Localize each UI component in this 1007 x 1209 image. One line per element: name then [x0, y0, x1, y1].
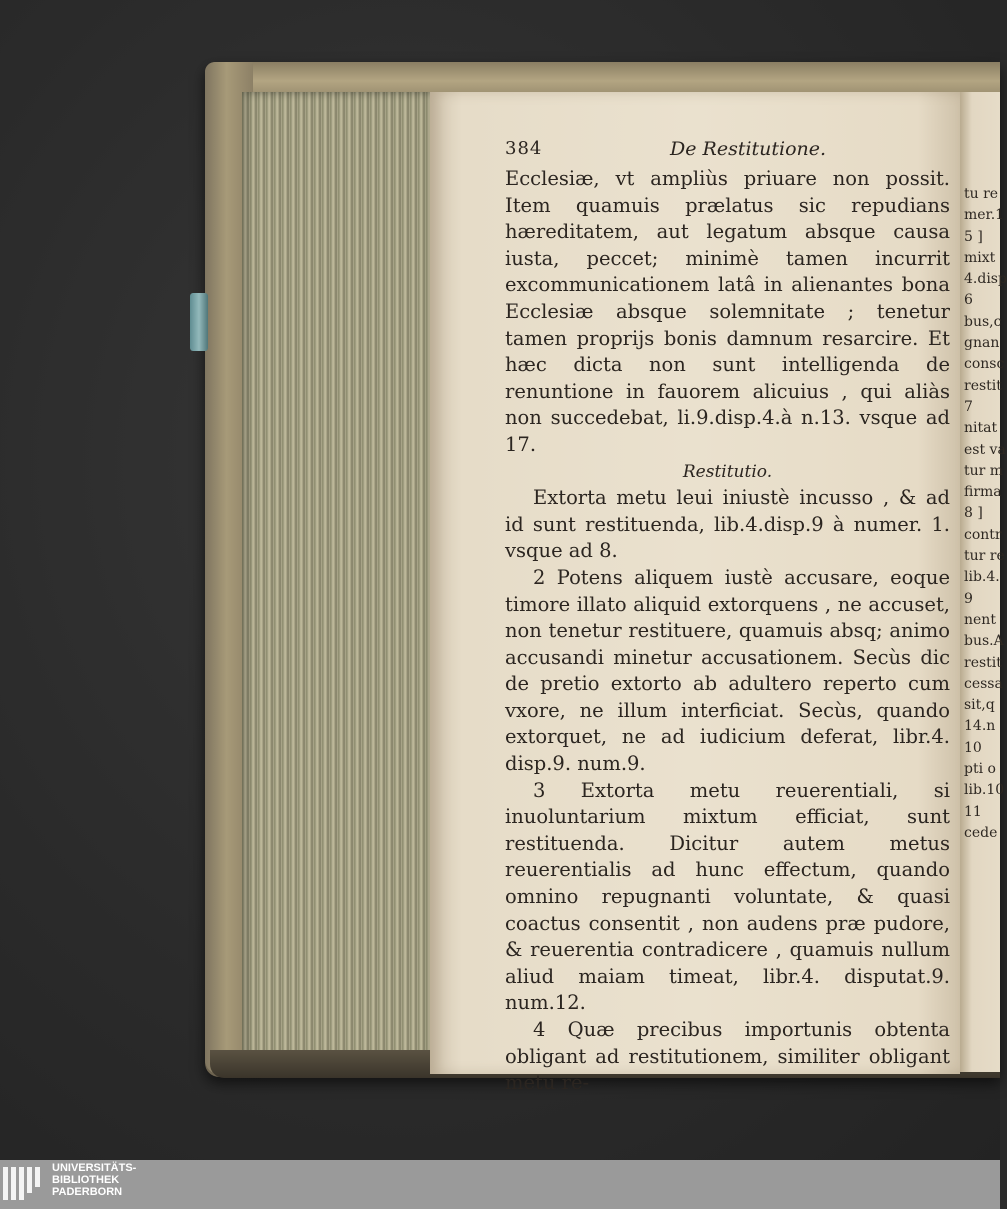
library-name-line-3: PADERBORN [52, 1186, 123, 1198]
facing-margin-line: consc [964, 356, 1005, 373]
facing-margin-line: 4.disp [964, 271, 1007, 288]
paragraph-5: 4 Quæ precibus importunis obtenta obligant ad restitutionem, similiter obligant metu re- [505, 1018, 950, 1095]
paragraph-2: Extorta metu leui iniustè incusso , & ad id sunt restituenda, lib.4.disp.9 à numer. 1. vsque ad 8. [505, 486, 950, 563]
facing-margin-line: tur re [964, 548, 1005, 565]
library-logo-icon [3, 1167, 47, 1200]
page-number: 384 [505, 138, 543, 159]
facing-margin-line: tur m [964, 462, 1004, 479]
facing-margin-line: 14.n [964, 718, 996, 735]
facing-margin-line: 7 [964, 398, 973, 415]
page-text [505, 136, 950, 1097]
facing-margin-line: cede [964, 824, 998, 841]
facing-margin-line: gnan [964, 335, 1000, 352]
facing-margin-line: bus,c [964, 313, 1002, 330]
facing-margin-line: lib.4. [964, 569, 1000, 586]
library-name [52, 1162, 136, 1198]
facing-margin-line: sit,q [964, 697, 995, 714]
facing-margin-line: restit [964, 377, 1002, 394]
clasp-icon [190, 293, 208, 351]
running-title: De Restitutione. [670, 138, 827, 160]
facing-margin-line: 9 [964, 590, 973, 607]
library-name-line-1: UNIVERSITÄTS- [52, 1162, 137, 1174]
facing-margin-line: mer.1 [964, 207, 1005, 224]
page-header [505, 136, 950, 166]
library-footer [0, 1160, 1000, 1209]
facing-margin-line: nitat [964, 420, 998, 437]
facing-margin-line: bus.A [964, 633, 1004, 650]
facing-margin-line: mixt [964, 249, 996, 266]
facing-margin-line: est va [964, 441, 1006, 458]
facing-margin-line: pti o [964, 761, 996, 778]
facing-margin-line: 11 [964, 803, 982, 820]
library-name-line-2: BIBLIOTHEK [52, 1174, 120, 1186]
right-page-sliver [960, 92, 1007, 1072]
facing-margin-line: tu re [964, 186, 999, 202]
facing-margin-line: nent [964, 611, 996, 628]
facing-margin-line: restit [964, 654, 1002, 671]
facing-margin-line: 8 ] [964, 505, 983, 522]
paragraph-3: 2 Potens aliquem iustè accusare, eoque timore illato aliquid extorquens , ne accuset, non tenetur restituere, quamuis absq; animo accusandi minetur accusationem. Secùs dic de pretio extorto ab adultero reperto cum vxore, ne illum interficiat. Secùs, quando extorquet, ne ad iudicium deferat, libr.4. disp.9. num.9. [505, 565, 950, 776]
book-top-edge [225, 62, 1000, 96]
facing-margin-line: 6 [964, 292, 973, 309]
facing-page-text [964, 184, 1007, 844]
facing-margin-line: contr [964, 526, 1002, 543]
section-heading: Restitutio. [682, 461, 773, 482]
page-fore-edge [242, 92, 438, 1064]
paragraph-4: 3 Extorta metu reuerentiali, si inuoluntarium mixtum efficiat, sunt restituenda. Dicitur autem metus reuerentialis ad hunc effectum, quando omnino repugnanti voluntate, & quasi coactus consentit , non audens præ pudore, & reuerentia contradicere , quamuis nullum aliud maiam timeat, libr.4. disputat.9. num.12. [505, 778, 950, 1015]
facing-margin-line: firma [964, 484, 1002, 501]
facing-margin-line: 10 [964, 739, 982, 756]
facing-margin-line: cessa [964, 675, 1003, 692]
facing-margin-line: 5 ] [964, 228, 983, 245]
facing-margin-line: lib.10 [964, 782, 1005, 799]
paragraph-1: Ecclesiæ, vt ampliùs priuare non possit. Item quamuis prælatus sic repudians hæreditatem, aut legatum absque causa iusta, peccet; minimè tamen incurrit excommunicationem latâ in alienantes bona Ecclesiæ absque solemnitate ; tenetur tamen proprijs bonis damnum resarcire. Et hæc dicta non sunt intelligenda de renuntione in fauorem alicuius , qui aliàs non succedebat, li.9.disp.4.à n.13. vsque ad 17. [505, 167, 950, 456]
